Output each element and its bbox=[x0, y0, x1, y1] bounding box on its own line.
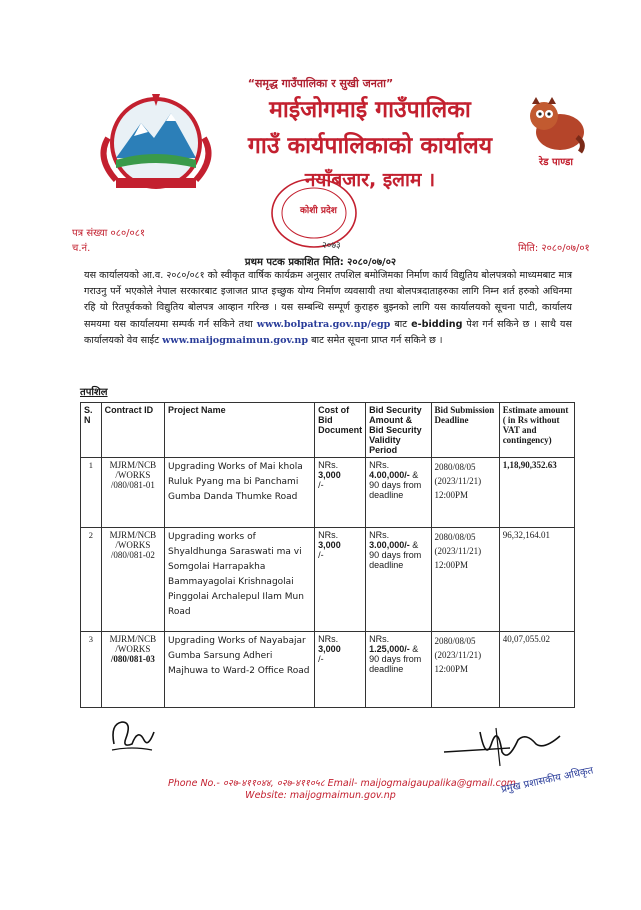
cost-part: NRs. bbox=[318, 460, 339, 470]
table-row bbox=[81, 458, 575, 528]
letter-date: मिति: २०८०/०७/०१ bbox=[518, 243, 590, 254]
deadline-time: 12:00PM bbox=[434, 560, 469, 570]
header-security: Bid Security Amount & Bid Security Validity Period bbox=[366, 403, 431, 458]
site-link[interactable]: www.maijogmaimun.gov.np bbox=[162, 334, 309, 346]
deadline-time: 12:00PM bbox=[434, 664, 469, 674]
table-row bbox=[81, 632, 575, 708]
table-row bbox=[81, 528, 575, 632]
red-panda-icon bbox=[522, 92, 588, 154]
deadline-time: 12:00PM bbox=[434, 490, 469, 500]
header-contract-id: Contract ID bbox=[101, 403, 164, 458]
security-validity: 90 days from deadline bbox=[369, 654, 422, 674]
ref-number: पत्र संख्या ०८०/०८१ bbox=[72, 228, 146, 239]
security-part: NRs. bbox=[369, 530, 390, 540]
table-header-row bbox=[81, 403, 575, 458]
egp-link[interactable]: www.bolpatra.gov.np/egp bbox=[256, 318, 391, 330]
publish-date-line: प्रथम पटक प्रकाशित मिति: २०८०/०७/०२ bbox=[244, 257, 397, 268]
panda-caption: रेड पाण्डा bbox=[539, 157, 573, 168]
row-security bbox=[366, 528, 431, 632]
deadline-date-ad: (2023/11/21) bbox=[434, 546, 482, 556]
header-cost: Cost of Bid Document bbox=[315, 403, 366, 458]
contact-phone-email: Phone No.- ०२७-४११०४४, ०२७-४११०५८ Email- maijogmaigaupalika@gmail.com bbox=[168, 778, 516, 789]
tender-table bbox=[80, 402, 575, 708]
office-name: गाउँ कार्यपालिकाको कार्यालय bbox=[247, 133, 493, 159]
row-estimate: 1,18,90,352.63 bbox=[499, 458, 574, 528]
security-part: & bbox=[409, 540, 419, 550]
security-amount: 4.00,000/- bbox=[369, 470, 410, 480]
row-estimate: 40,07,055.02 bbox=[499, 632, 574, 708]
deadline-date-ad: (2023/11/21) bbox=[434, 476, 482, 486]
notice-body bbox=[84, 268, 572, 349]
org-name: माईजोगमाई गाउँपालिका bbox=[269, 97, 471, 123]
contract-id-part: /WORKS bbox=[115, 644, 151, 654]
row-contract-id bbox=[101, 458, 164, 528]
row-cost bbox=[315, 458, 366, 528]
stamp-text: कोशी प्रदेश bbox=[300, 206, 337, 216]
signature-left-icon bbox=[108, 714, 158, 754]
row-sn: 3 bbox=[81, 632, 102, 708]
contract-id-part: /WORKS bbox=[115, 540, 151, 550]
contract-id-part: MJRM/NCB bbox=[109, 460, 157, 470]
security-part: NRs. bbox=[369, 460, 390, 470]
cost-part: NRs. bbox=[318, 634, 339, 644]
body-text-3: पेश गर्न सकिने छ । साथै यस कार्यालयको वेव साईट bbox=[84, 318, 572, 346]
body-text-4: बाट समेत सूचना प्राप्त गर्न सकिने छ । bbox=[311, 334, 443, 346]
row-project-name: Upgrading Works of Nayabajar Gumba Sarsung Adheri Majhuwa to Ward-2 Office Road bbox=[165, 632, 315, 708]
row-sn: 2 bbox=[81, 528, 102, 632]
security-part: & bbox=[409, 470, 419, 480]
security-part: & bbox=[409, 644, 419, 654]
contract-id-part: /080/081-02 bbox=[110, 550, 155, 560]
row-security bbox=[366, 632, 431, 708]
contract-id-part: /WORKS bbox=[115, 470, 151, 480]
cost-part: 3,000 bbox=[318, 644, 341, 654]
deadline-date: 2080/08/05 bbox=[434, 462, 476, 472]
ebidding-text: e-bidding bbox=[411, 318, 463, 330]
row-cost bbox=[315, 632, 366, 708]
contact-website[interactable]: Website: maijogmaimun.gov.np bbox=[245, 790, 396, 801]
row-deadline bbox=[431, 528, 499, 632]
row-estimate: 96,32,164.01 bbox=[499, 528, 574, 632]
dispatch-number: च.नं. bbox=[72, 243, 91, 254]
cost-part: NRs. bbox=[318, 530, 339, 540]
cost-part: 3,000 bbox=[318, 470, 341, 480]
table-title: तपशिल bbox=[80, 387, 108, 398]
stamp-year: २०७३ bbox=[322, 241, 341, 251]
contract-id-part: MJRM/NCB bbox=[109, 634, 157, 644]
security-amount: 3.00,000/- bbox=[369, 540, 410, 550]
deadline-date-ad: (2023/11/21) bbox=[434, 650, 482, 660]
office-location: नयाँबजार, इलाम । bbox=[304, 169, 436, 191]
body-text-1: यस कार्यालयको आ.व. २०८०/०८१ को स्वीकृत वार्षिक कार्यक्रम अनुसार तपशिल बमोजिमका निर्माण कार्य विद्युतिय बोलपत्रको माध्यमबाट मात्र गराउनु पर्ने भएकोले नेपाल सरकारबाट इजाजत प्राप्त इच्छुक योग्य निर्माण व्यवसायी तथा बोलपत्रदाताहरुका लागि निम्न शर्त हरुको अधिनमा रहि यो रितपूर्वकको विद्युतिय बोलपत्र आव्हान गरिन्छ । यस सम्बन्धि सम्पूर्ण कुराहरु बुझ्नको लागि यस कार्यालयको सूचना पाटी, कार्यालय समयमा यस कार्यालयमा सम्पर्क गर्न सकिने तथा bbox=[84, 270, 572, 330]
body-text-2: बाट bbox=[394, 318, 408, 330]
row-contract-id bbox=[101, 528, 164, 632]
header-estimate: Estimate amount ( in Rs without VAT and contingency) bbox=[499, 403, 574, 458]
reference-block bbox=[72, 226, 145, 256]
officer-stamp-text: प्रमुख प्रशासकीय अधिकृत bbox=[500, 765, 595, 796]
cost-part: 3,000 bbox=[318, 540, 341, 550]
security-validity: 90 days from deadline bbox=[369, 480, 422, 500]
contract-id-part: MJRM/NCB bbox=[109, 530, 157, 540]
row-sn: 1 bbox=[81, 458, 102, 528]
signature-right-icon bbox=[440, 722, 570, 772]
header-sn: S. N bbox=[81, 403, 102, 458]
row-cost bbox=[315, 528, 366, 632]
security-part: NRs. bbox=[369, 634, 390, 644]
row-project-name: Upgrading works of Shyaldhunga Saraswati ma vi Somgolai Harrapakha Bammayagolai Krishnagolai Pinggolai Archalepul Ilam Mun Road bbox=[165, 528, 315, 632]
cost-part: /- bbox=[318, 654, 324, 664]
cost-part: /- bbox=[318, 480, 324, 490]
row-deadline bbox=[431, 458, 499, 528]
row-project-name: Upgrading Works of Mai khola Ruluk Pyang ma bi Panchami Gumba Danda Thumke Road bbox=[165, 458, 315, 528]
security-amount: 1.25,000/- bbox=[369, 644, 410, 654]
row-contract-id bbox=[101, 632, 164, 708]
cost-part: /- bbox=[318, 550, 324, 560]
row-deadline bbox=[431, 632, 499, 708]
contract-id-part: /080/081-03 bbox=[110, 654, 155, 664]
security-validity: 90 days from deadline bbox=[369, 550, 422, 570]
header-deadline: Bid Submission Deadline bbox=[431, 403, 499, 458]
header-project-name: Project Name bbox=[165, 403, 315, 458]
contract-id-part: /080/081-01 bbox=[110, 480, 155, 490]
slogan: “समृद्ध गाउँपालिका र सुखी जनता” bbox=[247, 77, 394, 90]
deadline-date: 2080/08/05 bbox=[434, 532, 476, 542]
deadline-date: 2080/08/05 bbox=[434, 636, 476, 646]
row-security bbox=[366, 458, 431, 528]
